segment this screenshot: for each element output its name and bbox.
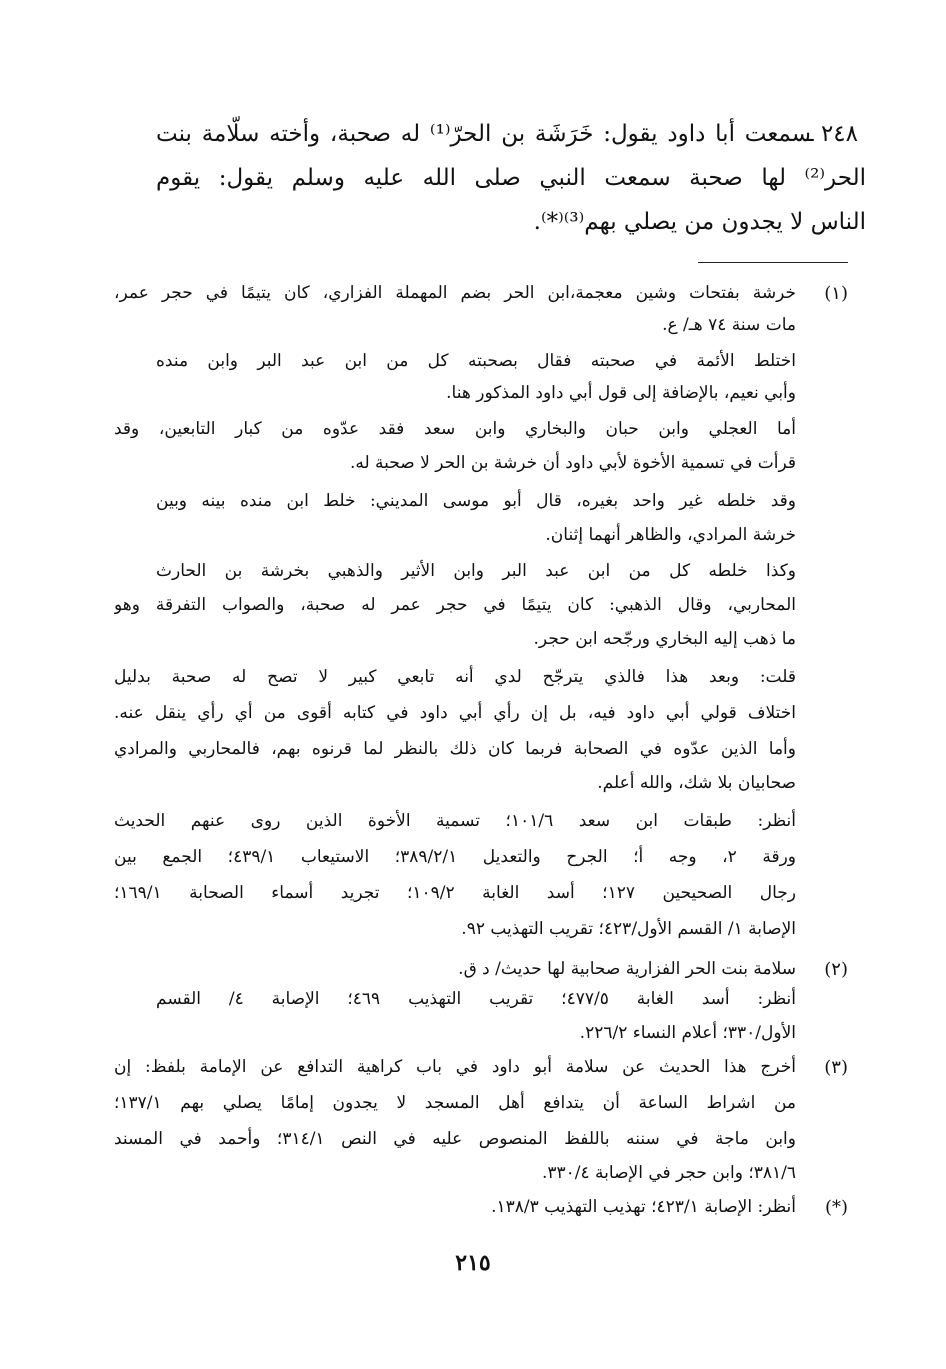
footnote-line: خرشة المرادي، والظاهر أنهما إثنان. xyxy=(545,525,796,545)
hadith-line: سمعت أبا داود يقول: خَرَشَة بن الحرّ⁽¹⁾ له صحبة، وأخته سلّامة بنت xyxy=(156,121,811,147)
footnote-line: صحابيان بلا شك، والله أعلم. xyxy=(597,773,796,793)
footnote-line: أنظر: أسد الغابة ٤٧٧/٥؛ تقريب التهذيب ٤٦٩؛ الإصابة ٤/ القسم xyxy=(156,989,796,1009)
footnote-line: رجال الصحيحين ١٢٧؛ أسد الغابة ١٠٩/٢؛ تجريد أسماء الصحابة ١٦٩/١؛ xyxy=(114,883,796,903)
footnote-number: (٢) xyxy=(824,959,848,980)
footnote-number: (١) xyxy=(824,283,848,304)
footnote-line: ما ذهب إليه البخاري ورجّحه ابن حجر. xyxy=(533,629,796,649)
footnote-line: ورقة ٢، وجه أ؛ الجرح والتعديل ٣٨٩/٢/١؛ الاستيعاب ٤٣٩/١؛ الجمع بين xyxy=(114,847,796,867)
footnote-line: اختلاف قولي أبي داود فيه، بل إن رأي أبي داود في كتابه أقوى من أي رأي ينقل عنه. xyxy=(114,703,796,723)
footnote-line: اختلط الأئمة في صحبته فقال بصحبته كل من ابن عبد البر وابن منده xyxy=(156,351,796,371)
footnote-line: وأما الذين عدّوه في الصحابة فربما كان ذلك بالنظر لما قرنوه بهم، فالمحاربي والمرادي xyxy=(114,739,796,759)
footnote-line: قرأت في تسمية الأخوة لأبي داود أن خرشة بن الحر لا صحبة له. xyxy=(349,453,796,473)
page-number: ٢١٥ xyxy=(455,1250,491,1276)
footnote-line: قلت: وبعد هذا فالذي يترجّح لدي أنه تابعي كبير لا تصح له صحبة بدليل xyxy=(114,667,796,687)
footnote-line: خرشة بفتحات وشين معجمة،ابن الحر بضم المهملة الفزاري، كان يتيمًا في حجر عمر، xyxy=(114,283,796,303)
footnote-line: المحاربي، وقال الذهبي: كان يتيمًا في حجر عمر له صحبة، والصواب التفرقة وهو xyxy=(114,595,796,615)
hadith-number: ٢٤٨ ـ xyxy=(806,121,858,147)
footnote-line: الإصابة ١/ القسم الأول/٤٢٣؛ تقريب التهذيب ٩٢. xyxy=(461,919,796,939)
footnote-number: (*) xyxy=(824,1197,848,1218)
footnote-line: أما العجلي وابن حبان والبخاري وابن سعد فقد عدّوه من كبار التابعين، وقد xyxy=(114,419,796,439)
footnote-line: سلامة بنت الحر الفزارية صحابية لها حديث/ د ق. xyxy=(458,959,796,979)
footnote-number: (٣) xyxy=(824,1057,848,1078)
hadith-line: الناس لا يجدون من يصلي بهم⁽³⁾⁽*⁾. xyxy=(533,209,866,235)
footnote-line: أنظر: طبقات ابن سعد ١٠١/٦؛ تسمية الأخوة الذين روى عنهم الحديث xyxy=(114,811,796,831)
footnote-line: وابن ماجة في سننه باللفظ المنصوص عليه في النص ٣١٤/١؛ وأحمد في المسند xyxy=(114,1129,796,1149)
footnote-line: ٣٨١/٦؛ وابن حجر في الإصابة ٣٣٠/٤. xyxy=(541,1163,796,1183)
hadith-line: الحر⁽²⁾ لها صحبة سمعت النبي صلى الله عليه وسلم يقول: يقوم xyxy=(156,165,866,191)
footnote-line: وأبي نعيم، بالإضافة إلى قول أبي داود المذكور هنا. xyxy=(446,383,796,403)
footnote-line: وقد خلطه غير واحد بغيره، قال أبو موسى المديني: خلط ابن منده بينه وبين xyxy=(156,491,796,511)
hadith-text xyxy=(156,112,866,244)
footnote-line: وكذا خلطه كل من ابن عبد البر وابن الأثير والذهبي بخرشة بن الحارث xyxy=(156,561,796,581)
footnote-line: الأول/٣٣٠؛ أعلام النساء ٢٢٦/٢. xyxy=(579,1023,796,1043)
footnote-line: أخرج هذا الحديث عن سلامة أبو داود في باب كراهية التدافع عن الإمامة بلفظ: إن xyxy=(114,1057,796,1077)
footnote-line: من اشراط الساعة أن يتدافع أهل المسجد لا يجدون إمامًا يصلي بهم ١٣٧/١؛ xyxy=(114,1093,796,1113)
footnote-line: مات سنة ٧٤ هـ/ ع. xyxy=(662,315,796,335)
footnote-line: أنظر: الإصابة ٤٢٣/١؛ تهذيب التهذيب ١٣٨/٣. xyxy=(491,1197,796,1217)
footnote-separator xyxy=(698,262,848,263)
